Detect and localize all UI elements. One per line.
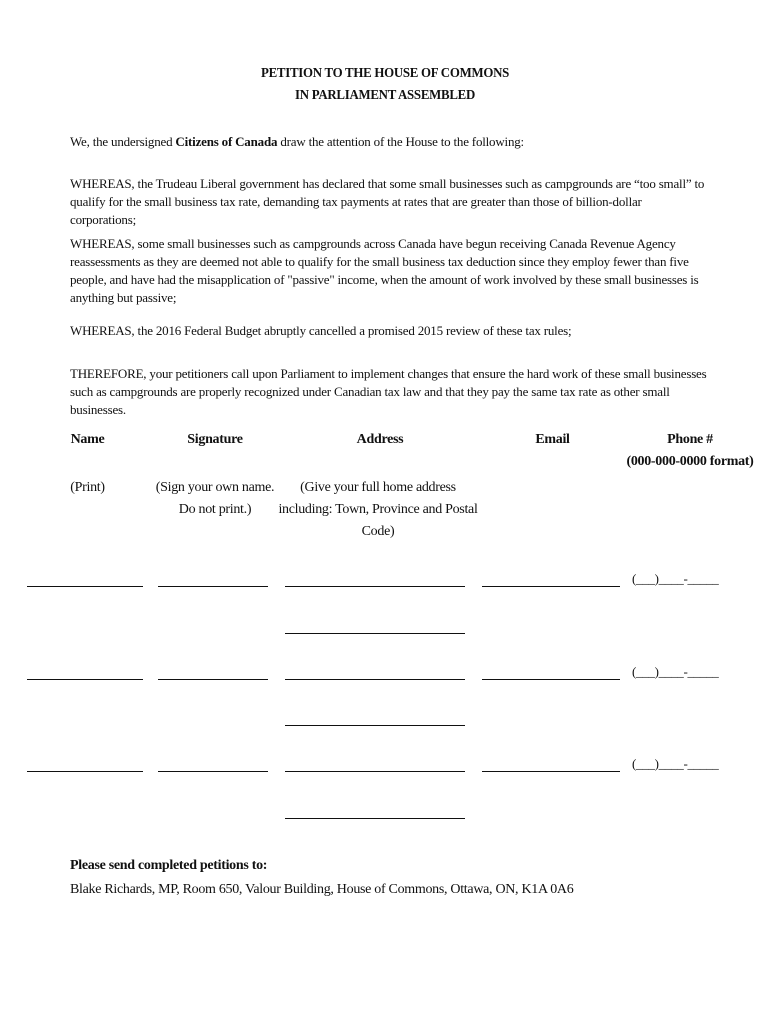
instruction-address-line2: including: Town, Province and Postal: [278, 502, 478, 517]
column-header-signature: Signature: [187, 432, 243, 447]
petition-title-line1: PETITION TO THE HOUSE OF COMMONS: [261, 66, 509, 81]
column-header-name: Name: [70, 432, 105, 447]
column-header-phone-format: (000-000-0000 format): [626, 454, 754, 469]
whereas-paragraph-3: WHEREAS, the 2016 Federal Budget abruptly cancelled a promised 2015 review of these tax rules;: [70, 323, 572, 338]
column-header-phone: Phone #: [667, 432, 713, 447]
address-field-3a[interactable]: [285, 771, 465, 772]
petition-title-line2: IN PARLIAMENT ASSEMBLED: [295, 88, 475, 103]
phone-field-1[interactable]: (___)____-_____: [632, 571, 719, 586]
therefore-paragraph: THEREFORE, your petitioners call upon Parliament to implement changes that ensure the hard work of these small businesses such as campgrounds are properly recognized under Canadian tax law and that they pay the same tax rate as other small businesses.: [70, 366, 707, 417]
name-field-1[interactable]: [27, 586, 143, 587]
address-field-3b[interactable]: [285, 818, 465, 819]
instruction-signature-line2: Do not print.): [178, 502, 252, 517]
instruction-signature-line1: (Sign your own name.: [155, 480, 275, 495]
phone-field-2[interactable]: (___)____-_____: [632, 664, 719, 679]
column-header-email: Email: [535, 432, 570, 447]
email-field-1[interactable]: [482, 586, 620, 587]
signature-field-3[interactable]: [158, 771, 268, 772]
instruction-address-line3: Code): [361, 524, 395, 539]
instruction-name: (Print): [70, 480, 105, 495]
instruction-signature: [150, 477, 280, 521]
instruction-address: [278, 477, 478, 543]
whereas-paragraph-1: WHEREAS, the Trudeau Liberal government has declared that some small businesses such as campgrounds are “too small” to qualify for the small business tax rate, demanding tax payments at rates that are greater than those of billion-dollar corporations;: [70, 176, 705, 227]
column-header-address: Address: [356, 432, 404, 447]
footer-address: Blake Richards, MP, Room 650, Valour Building, House of Commons, Ottawa, ON, K1A 0A6: [70, 882, 574, 897]
intro-prefix: We, the undersigned: [70, 134, 176, 149]
email-field-3[interactable]: [482, 771, 620, 772]
instruction-address-line1: (Give your full home address: [300, 480, 456, 495]
name-field-2[interactable]: [27, 679, 143, 680]
signature-field-2[interactable]: [158, 679, 268, 680]
address-field-1a[interactable]: [285, 586, 465, 587]
phone-field-3[interactable]: (___)____-_____: [632, 756, 719, 771]
email-field-2[interactable]: [482, 679, 620, 680]
address-field-2b[interactable]: [285, 725, 465, 726]
intro-suffix: draw the attention of the House to the following:: [277, 134, 524, 149]
intro-citizens: Citizens of Canada: [175, 134, 278, 149]
name-field-3[interactable]: [27, 771, 143, 772]
intro-paragraph: [70, 133, 710, 151]
whereas-paragraph-2: WHEREAS, some small businesses such as campgrounds across Canada have begun receiving Canada Revenue Agency reassessments as they are deemed not able to qualify for the small business tax deduction since they employ fewer than five people, and have had the misapplication of "passive" income, when the amount of work involved by these small businesses is anything but passive;: [70, 236, 699, 305]
address-field-2a[interactable]: [285, 679, 465, 680]
footer-title: Please send completed petitions to:: [70, 858, 268, 873]
address-field-1b[interactable]: [285, 633, 465, 634]
signature-field-1[interactable]: [158, 586, 268, 587]
